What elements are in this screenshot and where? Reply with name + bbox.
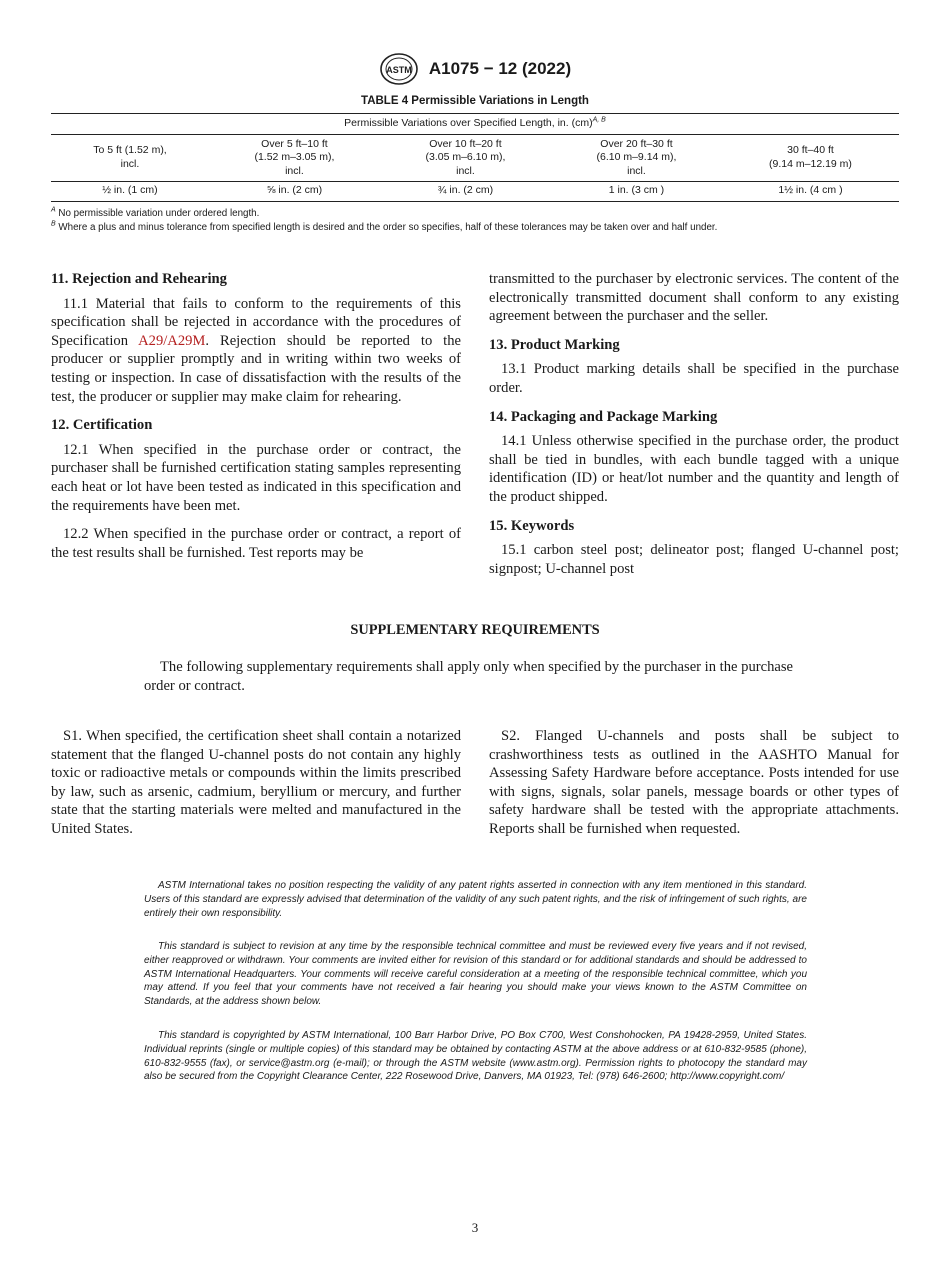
right-column	[489, 270, 899, 588]
paragraph-12-2: 12.2 When specified in the purchase order or contract, a report of the test results shall be furnished. Test reports may be	[51, 526, 461, 561]
paragraph-s1: S1. When specified, the certification sheet shall contain a notarized statement that the flanged U-channel posts do not contain any highly toxic or radioactive metals or compounds within the limits prescribed by law, such as arsenic, cadmium, beryllium or mercury, and further state that the starting materials were melted and manufactured in the United States.	[51, 728, 461, 837]
table-header-cell: Over 10 ft–20 ft (3.05 m–6.10 m), incl.	[380, 134, 551, 182]
svg-text:ASTM: ASTM	[386, 65, 412, 75]
revision-notice: This standard is subject to revision at any time by the responsible technical committee and must be reviewed every five years and if not revised, either reapproved or withdrawn. Your comments are invited either for revision of this standard or for additional standards and should be addressed to ASTM International Headquarters. Your comments will receive careful consideration at a meeting of the responsible technical committee, which you may attend. If you feel that your comments have not received a fair hearing you should make your views known to the ASTM Committee on Standards, at the address shown below.	[144, 941, 807, 1008]
section-heading: 13. Product Marking	[489, 336, 620, 353]
paragraph-11-1: 11.1 Material that fails to conform to the requirements of this specification shall be rejected in accordance with the procedures of Specification A29/A29M. Rejection should be reported to the producer or supplier promptly and in writing within two weeks of testing or inspection. In case of dissatisfaction with the results of the test, the producer or supplier may make claim for rehearing.	[51, 295, 461, 405]
table-footnotes	[51, 207, 899, 235]
section-heading: 15. Keywords	[489, 517, 575, 534]
length-variation-table	[51, 113, 899, 202]
table-cell: ¾ in. (2 cm)	[380, 182, 551, 202]
table-footnote: $^A$ No permissible variation under ordered length.	[51, 206, 260, 219]
table-row	[51, 182, 899, 202]
supplementary-s1	[51, 727, 461, 839]
paragraph-14-1: 14.1 Unless otherwise specified in the purchase order, the product shall be tied in bundles, with each bundle tagged with a unique identification (ID) or heat/lot number and the quantity and length of the product shipped.	[489, 433, 899, 505]
spec-a29-link[interactable]: A29/A29M	[138, 332, 206, 349]
left-column	[51, 270, 461, 572]
page-header	[0, 52, 950, 86]
table-footnote: $^B$ Where a plus and minus tolerance from specified length is desired and the order so specifies, half of these tolerances may be taken over and half under.	[51, 220, 718, 233]
section-heading: 14. Packaging and Package Marking	[489, 408, 718, 425]
astm-logo-icon	[379, 52, 419, 86]
table-header-cell: Over 5 ft–10 ft (1.52 m–3.05 m), incl.	[209, 134, 380, 182]
table-header-row	[51, 134, 899, 182]
table-cell: ½ in. (1 cm)	[51, 182, 209, 202]
table-title: TABLE 4 Permissible Variations in Length	[361, 95, 589, 107]
paragraph-12-1: 12.1 When specified in the purchase order or contract, the purchaser shall be furnished certification stating samples representing each heat or lot have been tested as indicated in this specification and the requirements have been met.	[51, 441, 461, 514]
page-number: 3	[471, 1220, 479, 1235]
table-cell: 1 in. (3 cm )	[551, 182, 722, 202]
table-header-cell: 30 ft–40 ft (9.14 m–12.19 m)	[722, 134, 899, 182]
table-spanning-header: Permissible Variations over Specified Length, in. (cm)$^{A, B}$	[51, 114, 899, 135]
section-heading: 11. Rejection and Rehearing	[51, 271, 227, 287]
paragraph-15-1: 15.1 carbon steel post; delineator post; flanged U-channel post; signpost; U-channel post	[489, 542, 899, 577]
paragraph-s2: S2. Flanged U-channels and posts shall be subject to crashworthiness tests as outlined in the AASHTO Manual for Assessing Safety Hardware before acceptance. Posts intended for use with signs, signals, solar panels, message boards or other types of safety hardware shall be tested with the appropriate attachments. Reports shall be furnished when requested.	[489, 728, 899, 837]
copyright-notice: This standard is copyrighted by ASTM International, 100 Barr Harbor Drive, PO Box C700, West Conshohocken, PA 19428-2959, United States. Individual reprints (single or multiple copies) of this standard may be obtained by contacting ASTM at the above address or at 610-832-9585 (phone), 610-832-9555 (fax), or service@astm.org (e-mail); or through the ASTM website (www.astm.org). Permission rights to photocopy the standard may also be secured from the Copyright Clearance Center, 222 Rosewood Drive, Danvers, MA 01923, Tel: (978) 646-2600; http://www.copyright.com/	[144, 1030, 807, 1083]
paragraph-12-2-continued: transmitted to the purchaser by electronic services. The content of the electronically transmitted document shall conform to any existing agreement between the purchaser and the seller.	[489, 271, 899, 325]
table-4	[51, 95, 899, 235]
supplementary-title: SUPPLEMENTARY REQUIREMENTS	[350, 622, 600, 638]
section-heading: 12. Certification	[51, 417, 153, 434]
table-header-cell: Over 20 ft–30 ft (6.10 m–9.14 m), incl.	[551, 134, 722, 182]
table-cell: 1½ in. (4 cm )	[722, 182, 899, 202]
paragraph-13-1: 13.1 Product marking details shall be specified in the purchase order.	[489, 361, 899, 396]
patent-notice: ASTM International takes no position respecting the validity of any patent rights asserted in connection with any item mentioned in this standard. Users of this standard are expressly advised that determination of the validity of any such patent rights, and the risk of infringement of such rights, are entirely their own responsibility.	[144, 880, 807, 919]
supplementary-intro: The following supplementary requirements shall apply only when specified by the purchaser in the purchase order or contract.	[144, 659, 794, 694]
table-cell: ⅝ in. (2 cm)	[209, 182, 380, 202]
supplementary-s2	[489, 727, 899, 839]
document-designation: A1075 − 12 (2022)	[428, 59, 572, 78]
table-header-cell: To 5 ft (1.52 m), incl.	[51, 134, 209, 182]
